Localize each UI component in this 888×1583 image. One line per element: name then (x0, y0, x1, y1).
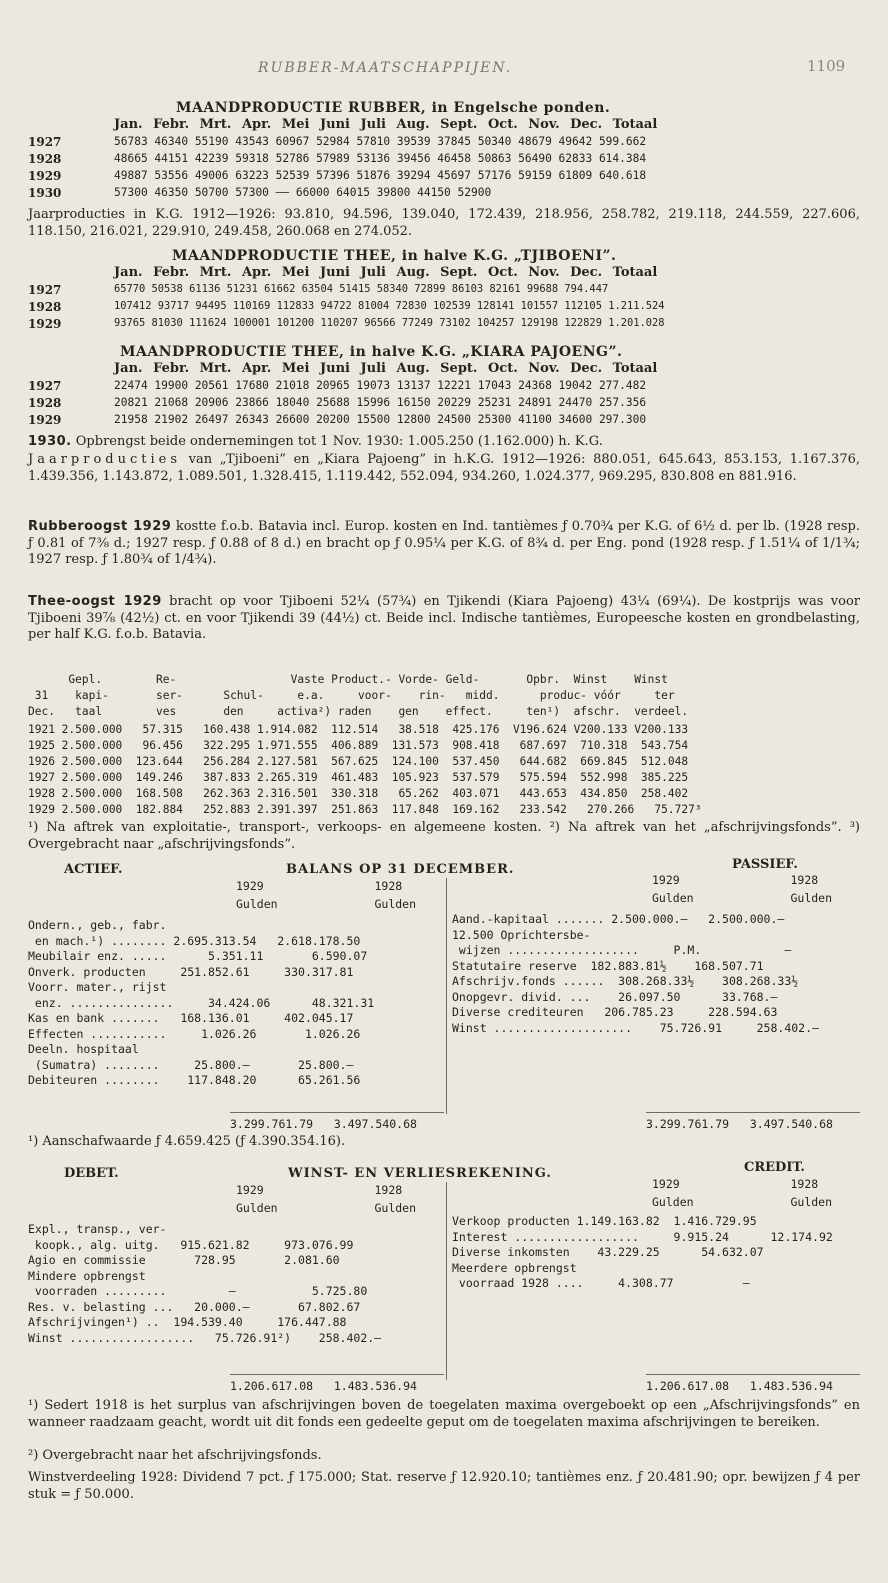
paragraph-jaarproducties: Jaarproducties van „Tjiboeni” en „Kiara Pajoeng” in h.K.G. 1912—1926: 880.051, 645.643, 853.153, 1.167.376, 1.439.356, 1.143.872, 1.089.501, 1.328.415, 1.119.442, 552.094, 934.260, 1.024.377, 969.295, 830.808 en 881.916. (28, 452, 860, 484)
fin-table-header-2: 31 kapi- ser- Schul- e.a. voor- rin- midd. produc- vóór ter (28, 689, 675, 702)
rubber-title: MAANDPRODUCTIE RUBBER, in Engelsche ponden. (176, 100, 611, 116)
fin-table-header-1: Gepl. Re- Vaste Product.- Vorde- Geld- Opbr. Winst Winst (28, 673, 668, 686)
balans-total-left: 3.299.761.79 3.497.540.68 (230, 1117, 417, 1131)
balans-unit-right: Gulden Gulden (652, 891, 833, 905)
table-row: 1926 2.500.000 123.644 256.284 2.127.581 567.625 124.100 537.450 644.682 669.845 512.048 (28, 755, 689, 768)
wv-years-right: 1929 1928 (652, 1177, 819, 1191)
tea1-col-header: Jan. Febr. Mrt. Apr. Mei Juni Juli Aug. Sept. Oct. Nov. Dec. Totaal (114, 265, 658, 280)
wv-title: WINST- EN VERLIESREKENING. (288, 1166, 552, 1181)
paragraph-1930: 1930. Opbrengst beide ondernemingen tot 1 Nov. 1930: 1.005.250 (1.162.000) h. K.G. (28, 434, 603, 449)
wv-total-left: 1.206.617.08 1.483.536.94 (230, 1379, 417, 1393)
wv-rule-left (230, 1374, 444, 1375)
wv-debet-head: DEBET. (64, 1166, 119, 1181)
tea1-title: MAANDPRODUCTIE THEE, in halve K.G. „TJIBOENI”. (172, 248, 617, 264)
wv-total-right: 1.206.617.08 1.483.536.94 (646, 1379, 833, 1393)
fin-table-footnote: ¹) Na aftrek van exploitatie-, transport-, verkoops- en algemeene kosten. ²) Na aftrek van het „afschrijvingsfonds”. ³) Overgebracht naar „afschrijvingsfonds”. (28, 820, 860, 852)
balans-total-right: 3.299.761.79 3.497.540.68 (646, 1117, 833, 1131)
rubber-note: Jaarproducties in K.G. 1912—1926: 93.810, 94.596, 139.040, 172.439, 218.956, 258.782, 219.118, 244.559, 227.606, 118.150, 216.021, 229.910, 249.458, 260.068 en 274.052. (28, 207, 860, 239)
balans-actief-head: ACTIEF. (64, 862, 123, 877)
wv-credit-head: CREDIT. (744, 1160, 805, 1175)
table-row: 1927 2.500.000 149.246 387.833 2.265.319 461.483 105.923 537.579 575.594 552.998 385.225 (28, 771, 689, 784)
table-row: 1921 2.500.000 57.315 160.438 1.914.082 112.514 38.518 425.176 V196.624 V200.133 V200.133 (28, 723, 689, 736)
wv-divider (446, 1182, 447, 1380)
wv-rule-right (646, 1374, 860, 1375)
balans-footnote: ¹) Aanschafwaarde ƒ 4.659.425 (ƒ 4.390.354.16). (28, 1134, 346, 1149)
balans-years-left: 1929 1928 (236, 879, 403, 893)
paragraph-thee-oogst: Thee-oogst 1929 bracht op voor Tjiboeni 52¼ (57¾) en Tjikendi (Kiara Pajoeng) 43¼ (69¼). De kostprijs was voor Tjiboeni 39⅞ (42½) ct. en voor Tjikendi 39 (44½) ct. Beide incl. Indische tantièmes, Europeesche kosten en grondbelasting, per half K.G. f.o.b. Batavia. (28, 594, 860, 642)
table-row: 1925 2.500.000 96.456 322.295 1.971.555 406.889 131.573 908.418 687.697 710.318 543.754 (28, 739, 689, 752)
balans-divider (446, 878, 447, 1114)
balans-actief-list: Ondern., geb., fabr. en mach.¹) ........ 2.695.313.54 2.618.178.50 Meubilair enz. ..... 5.351.11 6.590.07 Onverk. producten 251.852.61 330.317.81 Voorr. mater., rijst enz. ............... 34.424.06 48.321.31 Kas en bank ....... 168.136.01 402.045.17 Effecten ........... 1.026.26 1.026.26 Deeln. hospitaal (Sumatra) ........ 25.800.— 25.800.— Debiteuren ........ 117.848.20 65.261.56 (28, 918, 375, 1087)
table-row: 1929 2.500.000 182.884 252.883 2.391.397 251.863 117.848 169.162 233.542 270.266 75.727³ (28, 803, 702, 816)
wv-footnote-1: ¹) Sedert 1918 is het surplus van afschrijvingen boven de toegelaten maxima overgeboekt op een „Afschrijvingsfonds” en wanneer raadzaam geacht, wordt uit dit fonds een gedeelte geput om de toegelaten maxima afschrijvingen te bereiken. (28, 1398, 860, 1430)
balans-rule-right (646, 1112, 860, 1113)
table-row: 1928 2.500.000 168.508 262.363 2.316.501 330.318 65.262 403.071 443.653 434.850 258.402 (28, 787, 689, 800)
wv-years-left: 1929 1928 (236, 1183, 403, 1197)
balans-rule-left (230, 1112, 444, 1113)
tea2-title: MAANDPRODUCTIE THEE, in halve K.G. „KIARA PAJOENG”. (120, 344, 623, 360)
tea2-col-header: Jan. Febr. Mrt. Apr. Mei Juni Juli Aug. Sept. Oct. Nov. Dec. Totaal (114, 361, 658, 376)
wv-unit-left: Gulden Gulden (236, 1201, 417, 1215)
balans-passief-list: Aand.-kapitaal ....... 2.500.000.— 2.500.000.— 12.500 Oprichtersbe- wijzen ................... P.M. — Statutaire reserve 182.883.81½ 168.507.71 Afschrijv.fonds ...... 308.268.33½ 308.268.33½ Onopgevr. divid. ... 26.097.50 33.768.— Diverse crediteuren 206.785.23 228.594.63 Winst .................... 75.726.91 258.402.— (452, 912, 819, 1035)
wv-debet-list: Expl., transp., ver- koopk., alg. uitg. 915.621.82 973.076.99 Agio en commissie 728.95 2.081.60 Mindere opbrengst voorraden ......... — 5.725.80 Res. v. belasting ... 20.000.— 67.802.67 Afschrijvingen¹) .. 194.539.40 176.447.88 Winst .................. 75.726.91²) 258.402.— (28, 1222, 382, 1345)
winstverdeeling: Winstverdeeling 1928: Dividend 7 pct. ƒ 175.000; Stat. reserve ƒ 12.920.10; tantièmes enz. ƒ 20.481.90; opr. bewijzen ƒ 4 per stuk = ƒ 50.000. (28, 1470, 860, 1502)
page-number: 1109 (807, 57, 846, 75)
balans-unit-left: Gulden Gulden (236, 897, 417, 911)
balans-years-right: 1929 1928 (652, 873, 819, 887)
balans-title: BALANS OP 31 DECEMBER. (286, 862, 515, 877)
fin-table-header-3: Dec. taal ves den activa²) raden gen effect. ten¹) afschr. verdeel. (28, 705, 689, 718)
paragraph-rubberoogst: Rubberoogst 1929 kostte f.o.b. Batavia incl. Europ. kosten en Ind. tantièmes ƒ 0.70¾ per K.G. of 6½ d. per lb. (1928 resp. ƒ 0.81 of 7⅜ d.; 1927 resp. ƒ 0.88 of 8 d.) en bracht op ƒ 0.95¼ per K.G. of 8¾ d. per Eng. pond (1928 resp. ƒ 1.51¼ of 1/1¾; 1927 resp. ƒ 1.80¾ of 1/4¾). (28, 519, 860, 567)
page: RUBBER-MAATSCHAPPIJEN. 1109 MAANDPRODUCTIE RUBBER, in Engelsche ponden. Jan. Febr. Mrt. Apr. Mei Juni Juli Aug. Sept. Oct. Nov. Dec. Totaal 1927 56783 46340 55190 43543 60967 52984 57810 39539 37845 50340 48679 49642 599.662 1928 48665 44151 42239 59318 52786 57989 53136 39456 46458 50863 56490 62833 614.384 1929 49887 53556 49006 63223 52539 57396 51876 39294 45697 57176 59159 61809 640.618 1930 57300 46350 50700 57300 —— 66000 64015 39800 44150 52900 Jaarproducties in K.G. 1912—1926: 93.810, 94.596, 139.040, 172.439, 218.956, 258.782, 219.118, 244.559, 227.606, 118.150, 216.021, 229.910, 249.458, 260.068 en 274.052. MAANDPRODUCTIE THEE, in halve K.G. „TJIBOENI”. Jan. Febr. Mrt. Apr. Mei Juni Juli Aug. Sept. Oct. Nov. Dec. Totaal 1927 65770 50538 61136 51231 61662 63504 51415 58340 72899 86103 82161 99688 794.447 1928 107412 93717 94495 110169 112833 94722 81004 72830 102539 128141 101557 112105 1.211.524 1929 93765 81030 111624 100001 101200 110207 96566 77249 73102 104257 129198 122829 1.201.028 MAANDPRODUCTIE THEE, in halve K.G. „KIARA PAJOENG”. Jan. Febr. Mrt. Apr. Mei Juni Juli Aug. Sept. Oct. Nov. Dec. Totaal 1927 22474 19900 20561 17680 21018 20965 19073 13137 12221 17043 24368 19042 277.482 1928 20821 21068 20906 23866 18040 25688 15996 16150 20229 25231 24891 24470 257.356 1929 21958 21902 26497 26343 26600 20200 15500 12800 24500 25300 41100 34600 297.300 1930. Opbrengst beide ondernemingen tot 1 Nov. 1930: 1.005.250 (1.162.000) h. K.G. Jaarproducties van „Tjiboeni” en „Kiara Pajoeng” in h.K.G. 1912—1926: 880.051, 645.643, 853.153, 1.167.376, 1.439.356, 1.143.872, 1.089.501, 1.328.415, 1.119.442, 552.094, 934.260, 1.024.377, 969.295, 830.808 en 881.916. Rubberoogst 1929 kostte f.o.b. Batavia incl. Europ. kosten en Ind. tantièmes ƒ 0.70¾ per K.G. of 6½ d. per lb. (1928 resp. ƒ 0.81 of 7⅜ d.; 1927 resp. ƒ 0.88 of 8 d.) en bracht op ƒ 0.95¼ per K.G. of 8¾ d. per Eng. pond (1928 resp. ƒ 1.51¼ of 1/1¾; 1927 resp. ƒ 1.80¾ of 1/4¾). Thee-oogst 1929 bracht op voor Tjiboeni 52¼ (57¾) en Tjikendi (Kiara Pajoeng) 43¼ (69¼). De kostprijs was voor Tjiboeni 39⅞ (42½) ct. en voor Tjikendi 39 (44½) ct. Beide incl. Indische tantièmes, Europeesche kosten en grondbelasting, per half K.G. f.o.b. Batavia. Gepl. Re- Vaste Product.- Vorde- Geld- Opbr. Winst Winst 31 kapi- ser- Schul- e.a. voor- rin- midd. produc- vóór ter Dec. taal ves den activa²) raden gen effect. ten¹) afschr. verdeel. 1921 2.500.000 57.315 160.438 1.914.082 112.514 38.518 425.176 V196.624 V200.133 V200.133 1925 2.500.000 96.456 322.295 1.971.555 406.889 131.573 908.418 687.697 710.318 543.754 1926 2.500.000 123.644 256.284 2.127.581 567.625 124.100 537.450 644.682 669.845 512.048 1927 2.500.000 149.246 387.833 2.265.319 461.483 105.923 537.579 575.594 552.998 385.225 1928 2.500.000 168.508 262.363 2.316.501 330.318 65.262 403.071 443.653 434.850 258.402 1929 2.500.000 182.884 252.883 2.391.397 251.863 117.848 169.162 233.542 270.266 75.727³ ¹) Na aftrek van exploitatie-, transport-, verkoops- en algemeene kosten. ²) Na aftrek van het „afschrijvingsfonds”. ³) Overgebracht naar „afschrijvingsfonds”. ACTIEF. BALANS OP 31 DECEMBER. PASSIEF. 1929 1928 Gulden Gulden 1929 1928 Gulden Gulden Ondern., geb., fabr. en mach.¹) ........ 2.695.313.54 2.618.178.50 Meubilair enz. ..... 5.351.11 6.590.07 Onverk. producten 251.852.61 330.317.81 Voorr. mater., rijst enz. ............... 34.424.06 48.321.31 Kas en bank ....... 168.136.01 402.045.17 Effecten ........... 1.026.26 1.026.26 Deeln. hospitaal (Sumatra) ........ 25.800.— 25.800.— Debiteuren ........ 117.848.20 65.261.56 Aand.-kapitaal ....... 2.500.000.— 2.500.000.— 12.500 Oprichtersbe- wijzen ................... P.M. — Statutaire reserve 182.883.81½ 168.507.71 Afschrijv.fonds ...... 308.268.33½ 308.268.33½ Onopgevr. divid. ... 26.097.50 33.768.— Diverse crediteuren 206.785.23 228.594.63 Winst .................... 75.726.91 258.402.— 3.299.761.79 3.497.540.68 3.299.761.79 3.497.540.68 ¹) Aanschafwaarde ƒ 4.659.425 (ƒ 4.390.354.16). DEBET. WINST- EN VERLIESREKENING. CREDIT. 1929 1928 Gulden Gulden 1929 1928 Gulden Gulden Expl., transp., ver- koopk., alg. uitg. 915.621.82 973.076.99 Agio en commissie 728.95 2.081.60 Mindere opbrengst voorraden ......... — 5.725.80 Res. v. belasting ... 20.000.— 67.802.67 Afschrijvingen¹) .. 194.539.40 176.447.88 Winst .................. 75.726.91²) 258.402.— Verkoop producten 1.149.163.82 1.416.729.95 Interest .................. 9.915.24 12.174.92 Diverse inkomsten 43.229.25 54.632.07 Meerdere opbrengst voorraad 1928 .... 4.308.77 — 1.206.617.08 1.483.536.94 1.206.617.08 1.483.536.94 ¹) Sedert 1918 is het surplus van afschrijvingen boven de toegelaten maxima overgeboekt op een „Afschrijvingsfonds” en wanneer raadzaam geacht, wordt uit dit fonds een gedeelte geput om de toegelaten maxima afschrijvingen te bereiken. ²) Overgebracht naar het afschrijvingsfonds. Winstverdeeling 1928: Dividend 7 pct. ƒ 175.000; Stat. reserve ƒ 12.920.10; tantièmes enz. ƒ 20.481.90; opr. bewijzen ƒ 4 per stuk = ƒ 50.000. (28, 57, 860, 1502)
rubber-col-header: Jan. Febr. Mrt. Apr. Mei Juni Juli Aug. Sept. Oct. Nov. Dec. Totaal (114, 117, 658, 132)
balans-passief-head: PASSIEF. (732, 857, 798, 872)
wv-footnote-2: ²) Overgebracht naar het afschrijvingsfonds. (28, 1448, 322, 1463)
wv-credit-list: Verkoop producten 1.149.163.82 1.416.729.95 Interest .................. 9.915.24 12.174.92 Diverse inkomsten 43.229.25 54.632.07 Meerdere opbrengst voorraad 1928 .... 4.308.77 — (452, 1214, 833, 1290)
wv-unit-right: Gulden Gulden (652, 1195, 833, 1209)
running-header: RUBBER-MAATSCHAPPIJEN. (258, 60, 513, 76)
